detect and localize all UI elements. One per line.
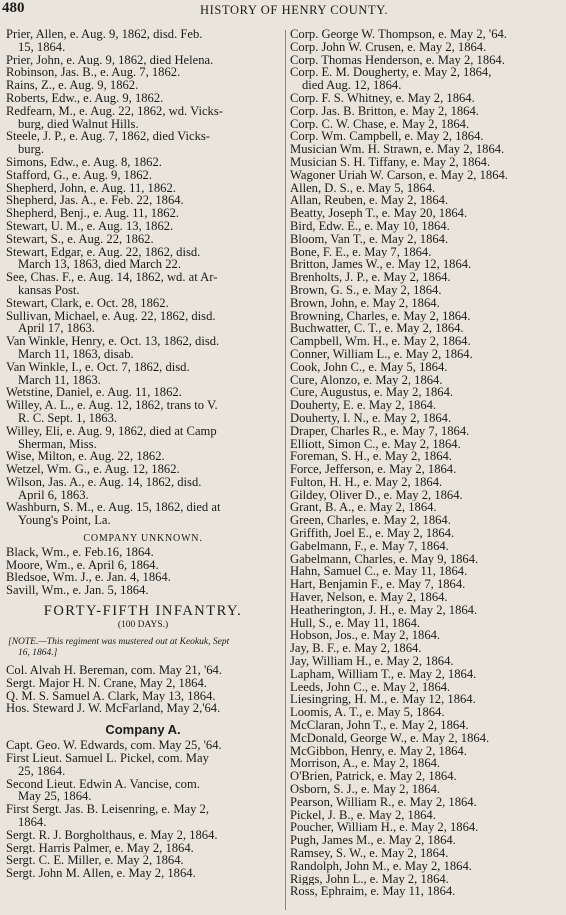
roster-entry: Wilson, Jas. A., e. Aug. 14, 1862, disd. [6, 475, 202, 489]
roster-entry: Allen, D. S., e. May 5, 1864. [290, 181, 436, 195]
roster-entry: Van Winkle, Henry, e. Oct. 13, 1862, disd. [6, 335, 220, 348]
roster-entry: McDonald, George W., e. May 2, 1864. [290, 731, 490, 745]
roster-entry: Haver, Nelson, e. May 2, 1864. [290, 591, 448, 604]
roster-entry: Wetstine, Daniel, e. Aug. 11, 1862. [6, 386, 182, 400]
roster-entry: Corp. John W. Crusen, e. May 2, 1864. [290, 40, 487, 54]
roster-entry: Allan, Reuben, e. May 2, 1864. [290, 194, 449, 208]
roster-entry-continuation: May 25, 1864. [18, 790, 92, 804]
roster-entry: Buchwatter, C. T., e. May 2, 1864. [290, 322, 464, 336]
roster-entry: Moore, Wm., e. April 6, 1864. [6, 558, 159, 572]
roster-entry-continuation: March 11, 1863. [18, 373, 101, 387]
roster-entry: Sergt. Major H. N. Crane, May 2, 1864. [6, 676, 207, 690]
roster-entry: Bird, Edw. E., e. May 10, 1864. [290, 219, 450, 233]
roster-entry: Jay, B. F., e. May 2, 1864. [290, 642, 422, 656]
roster-entry-continuation: Young's Point, La. [18, 514, 111, 528]
roster-entry: Sergt. Harris Palmer, e. May 2, 1864. [6, 841, 194, 855]
roster-entry: Cure, Augustus, e. May 2, 1864. [290, 386, 454, 400]
roster-entry: Bloom, Van T., e. May 2, 1864. [290, 232, 449, 246]
roster-entry: Shepherd, Benj., e. Aug. 11, 1862. [6, 207, 180, 220]
roster-entry: Gildey, Oliver D., e. May 2, 1864. [290, 488, 463, 502]
roster-entry: Britton, James W., e. May 12, 1864. [290, 258, 472, 272]
roster-entry: Washburn, S. M., e. Aug. 15, 1862, died at [6, 501, 221, 515]
roster-entry: Browning, Charles, e. May 2, 1864. [290, 309, 471, 323]
roster-entry: Prier, John, e. Aug. 9, 1862, died Helena. [6, 53, 214, 67]
roster-entry-continuation: kansas Post. [18, 283, 80, 297]
roster-entry: Cook, John C., e. May 5, 1864. [290, 360, 448, 374]
roster-entry: McGibbon, Henry, e. May 2, 1864. [290, 744, 467, 758]
roster-entry: Stafford, G., e. Aug. 9, 1862. [6, 168, 152, 182]
roster-entry: Steele, J. P., e. Aug. 7, 1862, died Vicks- [6, 130, 210, 144]
roster-entry: Liesingring, H. M., e. May 12, 1864. [290, 693, 476, 707]
running-head: HISTORY OF HENRY COUNTY. [200, 3, 389, 17]
roster-entry: Force, Jefferson, e. May 2, 1864. [290, 463, 457, 476]
roster-entry: Shepherd, Jas. A., e. Feb. 22, 1864. [6, 194, 184, 208]
roster-entry: Campbell, Wm. H., e. May 2, 1864. [290, 335, 471, 348]
roster-entry: Shepherd, John, e. Aug. 11, 1862. [6, 181, 176, 195]
roster-entry: Hahn, Samuel C., e. May 11, 1864. [290, 565, 468, 579]
roster-entry: Draper, Charles R., e. May 7, 1864. [290, 424, 470, 438]
roster-entry: Douherty, I. N., e. May 2, 1864. [290, 411, 452, 425]
roster-entry-continuation: April 17, 1863. [18, 322, 95, 336]
roster-entry: Robinson, Jas. B., e. Aug. 7, 1862. [6, 66, 181, 80]
roster-entry: Roberts, Edw., e. Aug. 9, 1862. [6, 91, 164, 105]
roster-entry: Col. Alvah H. Bereman, com. May 21, '64. [6, 664, 222, 677]
roster-entry: Griffith, Joel E., e. May 2, 1864. [290, 527, 455, 540]
roster-entry: Foreman, S. H., e. May 2, 1864. [290, 450, 452, 464]
roster-entry: First Sergt. Jas. B. Leisenring, e. May 2, [6, 803, 210, 817]
roster-entry: Ross, Ephraim, e. May 11, 1864. [290, 885, 456, 899]
roster-entry: Wetzel, Wm. G., e. Aug. 12, 1862. [6, 463, 180, 476]
roster-entry: Heatherington, J. H., e. May 2, 1864. [290, 603, 478, 617]
roster-entry: Leeds, John C., e. May 2, 1864. [290, 680, 451, 694]
roster-entry-continuation: died Aug. 12, 1864. [302, 79, 402, 92]
roster-entry-continuation: Sherman, Miss. [18, 437, 97, 451]
roster-entry: Jay, William H., e. May 2, 1864. [290, 655, 454, 668]
roster-entry-continuation: March 11, 1863, disab. [18, 347, 134, 361]
roster-entry: Ramsey, S. W., e. May 2, 1864. [290, 847, 449, 860]
roster-entry: Savill, Wm., e. Jan. 5, 1864. [6, 584, 149, 598]
roster-entry: Q. M. S. Samuel A. Clark, May 13, 1864. [6, 689, 216, 703]
page-number: 480 [2, 0, 25, 16]
roster-entry: Rains, Z., e. Aug. 9, 1862. [6, 79, 139, 92]
roster-entry: Brown, John, e. May 2, 1864. [290, 296, 440, 310]
roster-entry-continuation: 15, 1864. [18, 40, 66, 54]
roster-entry: Capt. Geo. W. Edwards, com. May 25, '64. [6, 739, 222, 753]
roster-entry: Black, Wm., e. Feb.16, 1864. [6, 545, 154, 559]
roster-entry: Douherty, E. e. May 2, 1864. [290, 399, 437, 412]
roster-entry: First Lieut. Samuel L. Pickel, com. May [6, 752, 209, 765]
roster-entry: Corp. George W. Thompson, e. May 2, '64. [290, 28, 507, 41]
roster-entry-continuation: R. C. Sept. 1, 1863. [18, 411, 118, 425]
column-divider [285, 30, 286, 910]
roster-entry: Conner, William L., e. May 2, 1864. [290, 347, 473, 361]
roster-entry: Randolph, John M., e. May 2, 1864. [290, 859, 472, 873]
roster-entry: Lapham, William T., e. May 2, 1864. [290, 667, 477, 681]
roster-entry: Prier, Allen, e. Aug. 9, 1862, disd. Feb. [6, 28, 203, 41]
roster-entry: Hos. Steward J. W. McFarland, May 2,'64. [6, 702, 221, 716]
roster-entry: Van Winkle, I., e. Oct. 7, 1862, disd. [6, 360, 190, 374]
roster-entry: Fulton, H. H., e. May 2, 1864. [290, 475, 443, 489]
roster-entry: Willey, Eli, e. Aug. 9, 1862, died at Camp [6, 424, 217, 438]
roster-entry: Corp. Thomas Henderson, e. May 2, 1864. [290, 53, 505, 67]
roster-entry: Sergt. C. E. Miller, e. May 2, 1864. [6, 854, 184, 868]
roster-entry: Corp. E. M. Dougherty, e. May 2, 1864, [290, 66, 492, 80]
roster-entry: Pearson, William R., e. May 2, 1864. [290, 795, 477, 809]
roster-entry: Sergt. John M. Allen, e. May 2, 1864. [6, 867, 196, 881]
company-heading: Company A. [105, 722, 181, 738]
roster-entry: Corp. F. S. Whitney, e. May 2, 1864. [290, 91, 475, 105]
left-column [6, 28, 280, 880]
section-title: FORTY-FIFTH INFANTRY. [43, 603, 243, 620]
section-subtitle: (100 DAYS.) [117, 620, 169, 631]
roster-entry-continuation: April 6, 1863. [18, 488, 89, 502]
roster-entry: Willey, A. L., e. Aug. 12, 1862, trans to V. [6, 399, 218, 412]
roster-entry: Pugh, James M., e. May 2, 1864. [290, 834, 456, 847]
section-note: 16, 1864.] [18, 647, 58, 658]
roster-entry: Corp. C. W. Chase, e. May 2, 1864. [290, 117, 470, 131]
roster-entry-continuation: March 13, 1863, died March 22. [18, 258, 181, 272]
roster-entry: Bledsoe, Wm. J., e. Jan. 4, 1864. [6, 571, 171, 585]
roster-entry: Cure, Alonzo, e. May 2, 1864. [290, 373, 443, 387]
roster-entry: Grant, B. A., e. May 2, 1864. [290, 501, 437, 515]
roster-entry: Riggs, John L., e. May 2, 1864. [290, 872, 449, 886]
roster-entry: See, Chas. F., e. Aug. 14, 1862, wd. at Ar- [6, 271, 218, 284]
roster-entry: Corp. Wm. Campbell, e. May 2, 1864. [290, 130, 484, 144]
roster-entry: Poucher, William H., e. May 2, 1864. [290, 821, 479, 835]
roster-entry: McClaran, John T., e. May 2, 1864. [290, 719, 469, 732]
roster-entry: Green, Charles, e. May 2, 1864. [290, 514, 451, 528]
section-note: [NOTE.—This regiment was mustered out at Keokuk, Sept [8, 637, 230, 648]
roster-entry-continuation: burg. [18, 143, 45, 156]
roster-entry-continuation: burg, died Walnut Hills. [18, 117, 139, 131]
roster-entry: Bone, F. E., e. May 7, 1864. [290, 245, 432, 259]
roster-entry-continuation: 25, 1864. [18, 764, 66, 778]
roster-entry-continuation: 1864. [18, 816, 47, 829]
right-column [290, 28, 564, 898]
roster-entry: Gabelmann, F., e. May 7, 1864. [290, 539, 449, 553]
roster-entry: Hart, Benjamin F., e. May 7, 1864. [290, 578, 466, 592]
roster-entry: Stewart, S., e. Aug. 22, 1862. [6, 232, 154, 246]
roster-entry: Second Lieut. Edwin A. Vancise, com. [6, 777, 200, 791]
roster-entry: Morrison, A., e. May 2, 1864. [290, 757, 441, 771]
roster-entry: Loomis, A. T., e. May 5, 1864. [290, 706, 445, 720]
roster-entry: Pickel, J. B., e. May 2, 1864. [290, 808, 436, 822]
roster-entry: Hull, S., e. May 11, 1864. [290, 616, 421, 630]
group-heading: COMPANY UNKNOWN. [83, 533, 203, 545]
roster-entry: Elliott, Simon C., e. May 2, 1864. [290, 437, 461, 451]
roster-entry: Brown, G. S., e. May 2, 1864. [290, 283, 442, 297]
roster-entry: Corp. Jas. B. Britton, e. May 2, 1864. [290, 104, 479, 118]
roster-entry: Gabelmann, Charles, e. May 9, 1864. [290, 552, 479, 566]
roster-entry: Stewart, Edgar, e. Aug. 22, 1862, disd. [6, 245, 201, 259]
roster-entry: Osborn, S. J., e. May 2, 1864. [290, 783, 441, 796]
roster-entry: Sergt. R. J. Borgholthaus, e. May 2, 1864. [6, 828, 218, 842]
roster-entry: O'Brien, Patrick, e. May 2, 1864. [290, 770, 457, 784]
roster-entry: Stewart, Clark, e. Oct. 28, 1862. [6, 296, 169, 310]
roster-entry: Simons, Edw., e. Aug. 8, 1862. [6, 155, 162, 169]
page-header [0, 0, 566, 22]
roster-entry: Brenholts, J. P., e. May 2, 1864. [290, 271, 451, 284]
roster-entry: Musician Wm. H. Strawn, e. May 2, 1864. [290, 143, 505, 156]
roster-entry: Sullivan, Michael, e. Aug. 22, 1862, disd. [6, 309, 216, 323]
roster-entry: Beatty, Joseph T., e. May 20, 1864. [290, 207, 468, 220]
roster-entry: Wagoner Uriah W. Carson, e. May 2, 1864. [290, 168, 508, 182]
roster-entry: Musician S. H. Tiffany, e. May 2, 1864. [290, 155, 491, 169]
roster-entry: Hobson, Jos., e. May 2, 1864. [290, 629, 441, 643]
roster-entry: Wise, Milton, e. Aug. 22, 1862. [6, 450, 165, 464]
roster-entry: Stewart, U. M., e. Aug. 13, 1862. [6, 219, 174, 233]
roster-entry: Redfearn, M., e. Aug. 22, 1862, wd. Vicks- [6, 104, 223, 118]
